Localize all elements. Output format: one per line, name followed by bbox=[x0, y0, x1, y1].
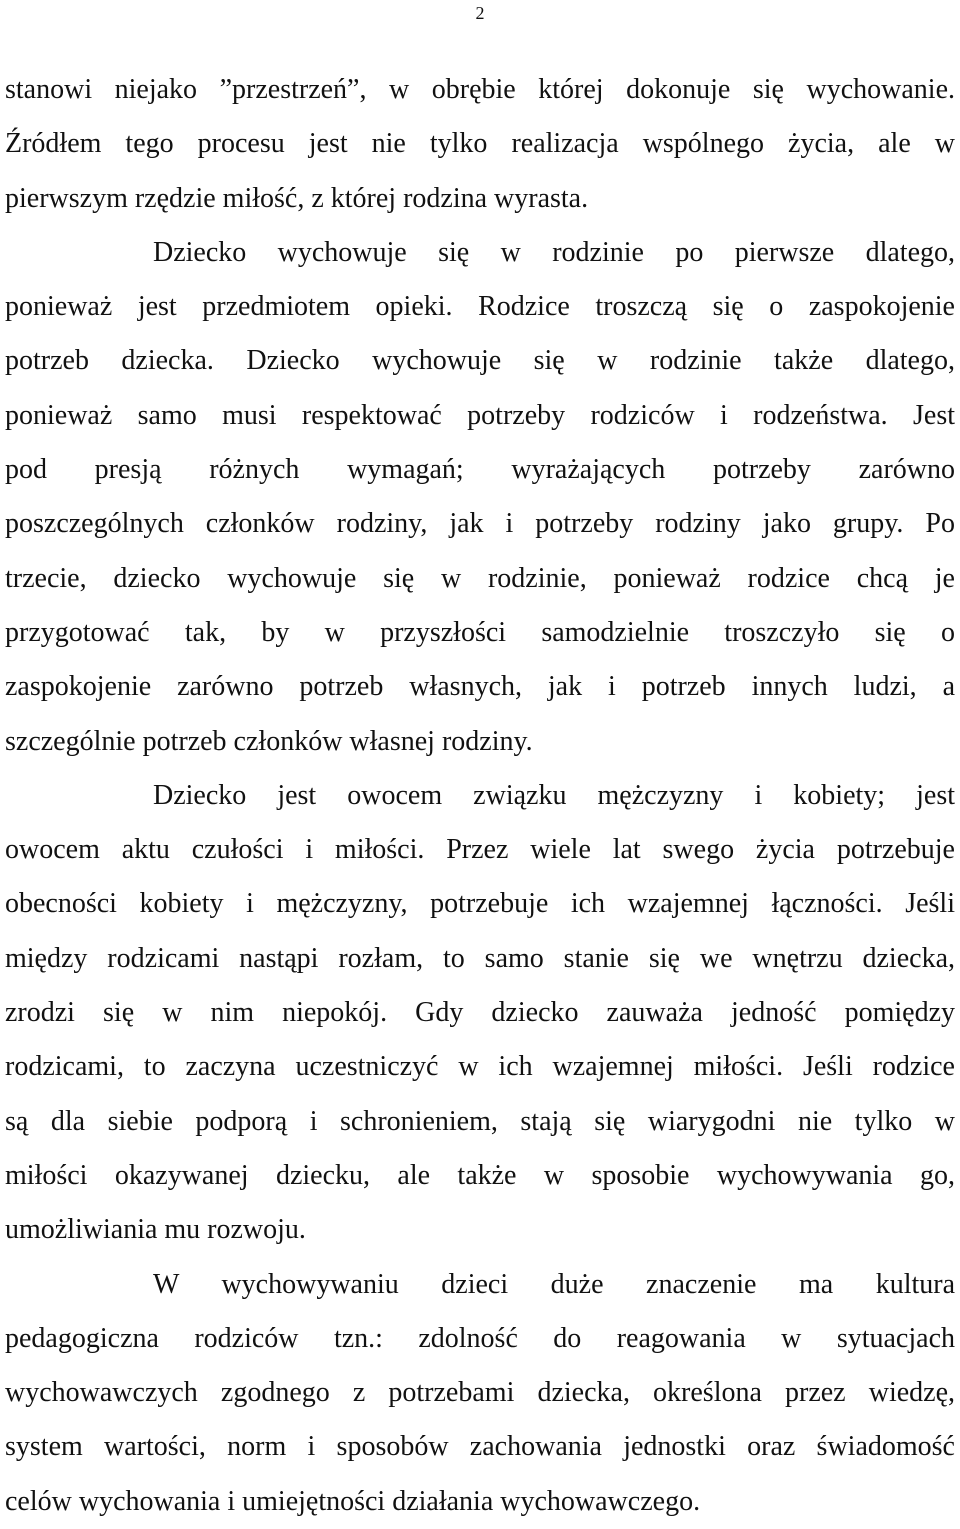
text-line: rodzicami, to zaczyna uczestniczyć w ich wzajemnej miłości. Jeśli rodzice bbox=[5, 1051, 955, 1083]
text-line: poszczególnych członków rodziny, jak i potrzeby rodziny jako grupy. Po bbox=[5, 508, 955, 540]
paragraph bbox=[5, 769, 955, 1258]
text-line: system wartości, norm i sposobów zachowania jednostki oraz świadomość bbox=[5, 1431, 955, 1463]
paragraph bbox=[5, 226, 955, 769]
text-line: pod presją różnych wymagań; wyrażających potrzeby zarówno bbox=[5, 454, 955, 486]
text-line: Dziecko wychowuje się w rodzinie po pierwsze dlatego, bbox=[153, 236, 955, 268]
text-line: wychowawczych zgodnego z potrzebami dziecka, określona przez wiedzę, bbox=[5, 1377, 955, 1409]
text-line: przygotować tak, by w przyszłości samodzielnie troszczyło się o bbox=[5, 616, 955, 648]
text-line: miłości okazywanej dziecku, ale także w sposobie wychowywania go, bbox=[5, 1159, 955, 1191]
text-line: owocem aktu czułości i miłości. Przez wiele lat swego życia potrzebuje bbox=[5, 834, 955, 866]
text-line: ponieważ jest przedmiotem opieki. Rodzice troszczą się o zaspokojenie bbox=[5, 291, 955, 323]
text-line: zrodzi się w nim niepokój. Gdy dziecko zauważa jedność pomiędzy bbox=[5, 997, 955, 1029]
text-line: są dla siebie podporą i schronieniem, stają się wiarygodni nie tylko w bbox=[5, 1105, 955, 1137]
text-line: trzecie, dziecko wychowuje się w rodzinie, ponieważ rodzice chcą je bbox=[5, 562, 955, 594]
text-line: pedagogiczna rodziców tzn.: zdolność do reagowania w sytuacjach bbox=[5, 1322, 955, 1354]
paragraph bbox=[5, 1258, 955, 1529]
text-line: między rodzicami nastąpi rozłam, to samo stanie się we wnętrzu dziecka, bbox=[5, 942, 955, 974]
text-line: potrzeb dziecka. Dziecko wychowuje się w rodzinie także dlatego, bbox=[5, 345, 955, 377]
text-line: zaspokojenie zarówno potrzeb własnych, jak i potrzeb innych ludzi, a bbox=[5, 671, 955, 703]
text-line: stanowi niejako ”przestrzeń”, w obrębie której dokonuje się wychowanie. bbox=[5, 74, 955, 105]
text-line: obecności kobiety i mężczyzny, potrzebuje ich wzajemnej łączności. Jeśli bbox=[5, 888, 955, 920]
paragraph bbox=[5, 63, 955, 226]
text-line: Źródłem tego procesu jest nie tylko realizacja wspólnego życia, ale w bbox=[5, 128, 955, 160]
document-body bbox=[5, 63, 955, 1529]
text-line: W wychowywaniu dzieci duże znaczenie ma kultura bbox=[153, 1268, 955, 1300]
page-number: 2 bbox=[475, 3, 485, 23]
text-line: Dziecko jest owocem związku mężczyzny i kobiety; jest bbox=[153, 779, 955, 811]
text-line: szczególnie potrzeb członków własnej rodziny. bbox=[5, 725, 533, 757]
text-line: ponieważ samo musi respektować potrzeby rodziców i rodzeństwa. Jest bbox=[5, 399, 955, 431]
text-line: pierwszym rzędzie miłość, z której rodzina wyrasta. bbox=[5, 182, 589, 214]
text-line: celów wychowania i umiejętności działania wychowawczego. bbox=[5, 1485, 701, 1517]
text-line: umożliwiania mu rozwoju. bbox=[5, 1214, 306, 1246]
